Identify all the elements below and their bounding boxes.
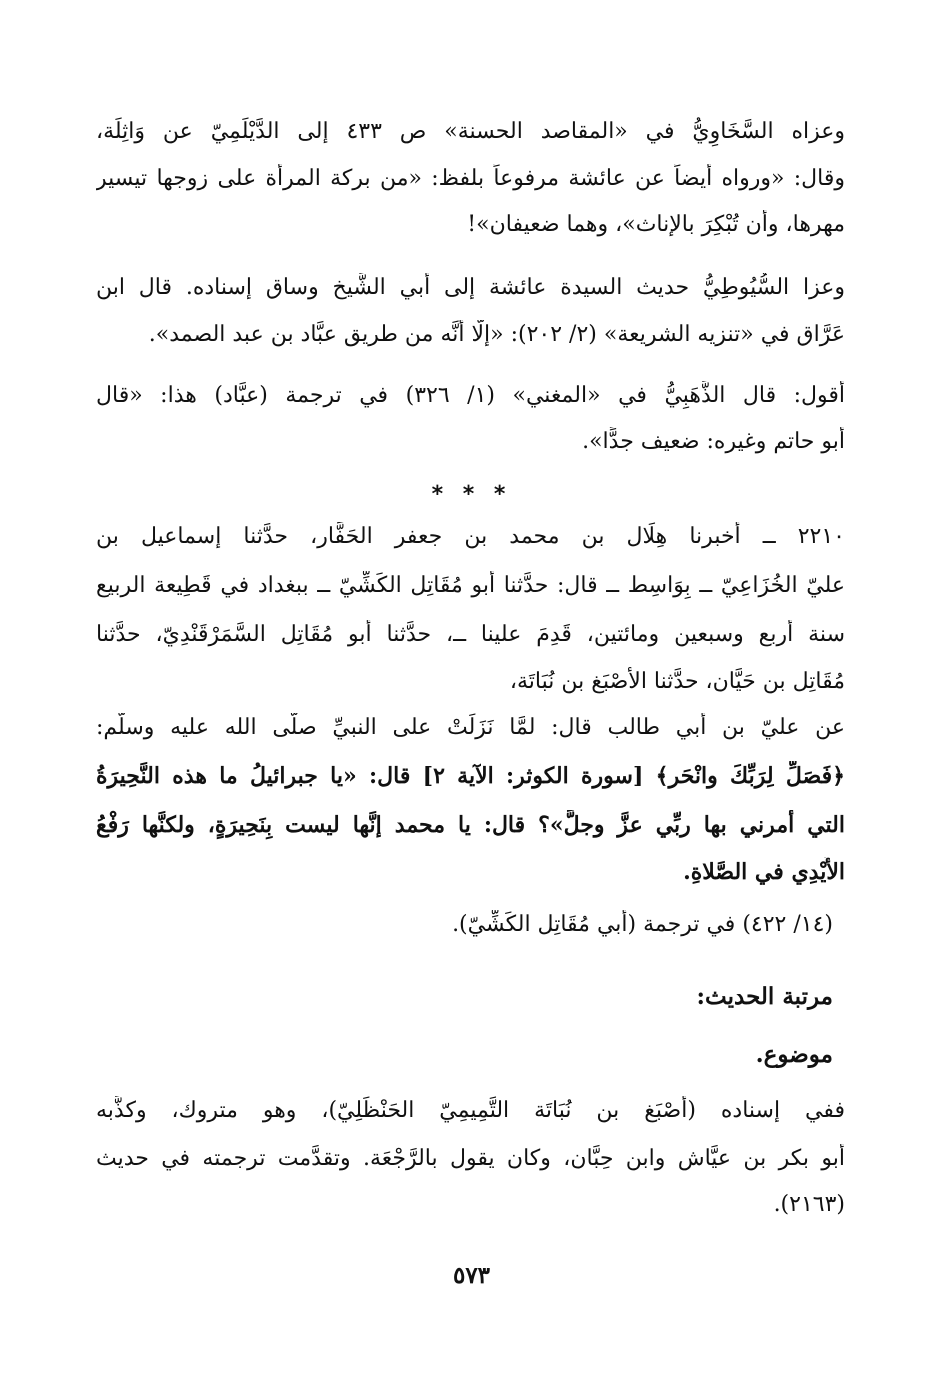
hadith-source: (١٤/ ٤٢٢) في ترجمة (أبي مُقَاتِل الكَشِّيّ). <box>452 912 833 937</box>
explanation-line-1: ففي إسناده (أَصْبَغ بن نُبَاتَة التَّمِيمِيّ الحَنْظَلِيّ)، وهو متروك، وكذَّبه <box>96 1098 845 1123</box>
hadith-line-4: مُقَاتِل بن حَيَّان، حدَّثنا الأَصْبَغ بن نُبَاتَة، <box>509 669 845 694</box>
explanation-line-3: (٢١٦٣). <box>773 1192 845 1217</box>
hadith-line-7: التي أمرني بها ربِّي عزَّ وجلَّ»؟ قال: يا محمد إنَّها ليست بِنَحِيرَةٍ، ولكنَّها رَفْعُ <box>96 812 845 838</box>
section-separator: * * * <box>431 482 512 507</box>
paragraph-1-line-3: مهرها، وأن تُبْكِرَ بالإناث»، وهما ضعيفان»! <box>467 212 845 237</box>
grade-heading: مرتبة الحديث: <box>696 983 833 1010</box>
paragraph-3-line-1: أقول: قال الذَّهَبِيُّ في «المغني» (١/ ٣٢٦) في ترجمة (عبَّاد) هذا: «قال <box>96 383 845 408</box>
hadith-line-8: الأَيْدِي في الصَّلاةِ. <box>683 859 845 885</box>
page-number: ٥٧٣ <box>452 1262 491 1289</box>
paragraph-1-line-2: وقال: «ورواه أيضاً عن عائشة مرفوعاً بلفظ: «من بركة المرأة على زوجها تيسير <box>96 166 845 191</box>
paragraph-2-line-2: عَرَّاق في «تنزيه الشريعة» (٢/ ٢٠٢): «إلَّا أنَّه من طريق عبَّاد بن عبد الصمد». <box>148 322 845 347</box>
hadith-line-6: ﴿فَصَلِّ لِرَبِّكَ وانْحَر﴾ [سورة الكوثر: الآية ٢] قال: «يا جبرائيلُ ما هذه النَّحِيرَةُ <box>96 763 845 789</box>
hadith-line-1: ٢٢١٠ ــ أخبرنا هِلَال بن محمد بن جعفر الحَفَّار، حدَّثنا إسماعيل بن <box>96 524 845 549</box>
hadith-line-3: سنة أربع وسبعين ومائتين، قَدِمَ علينا ــ، حدَّثنا أبو مُقَاتِل السَّمَرْقَنْدِيّ، حدَّثنا <box>96 622 845 647</box>
paragraph-2-line-1: وعزا السُّيُوطِيُّ حديث السيدة عائشة إلى أبي الشَّيخ وساق إسناده. قال ابن <box>96 275 845 300</box>
paragraph-1-line-1: وعزاه السَّخَاوِيُّ في «المقاصد الحسنة» ص ٤٣٣ إلى الدَّيْلَمِيّ عن وَاثِلَة، <box>96 119 845 144</box>
grade-verdict: موضوع. <box>755 1041 833 1068</box>
hadith-line-2: عليّ الخُزَاعِيّ ــ بِوَاسِط ــ قال: حدَّثنا أبو مُقَاتِل الكَشِّيّ ــ ببغداد في قَطِيعة الربيع <box>96 573 845 598</box>
hadith-line-5: عن عليّ بن أبي طالب قال: لمَّا نَزَلَتْ على النبيِّ صلَّى الله عليه وسلَّم: <box>96 715 845 740</box>
paragraph-3-line-2: أبو حاتم وغيره: ضعيف جدًّا». <box>582 429 845 454</box>
explanation-line-2: أبو بكر بن عيَّاش وابن حِبَّان، وكان يقول بالرَّجْعَة. وتقدَّمت ترجمته في حديث <box>96 1146 845 1171</box>
